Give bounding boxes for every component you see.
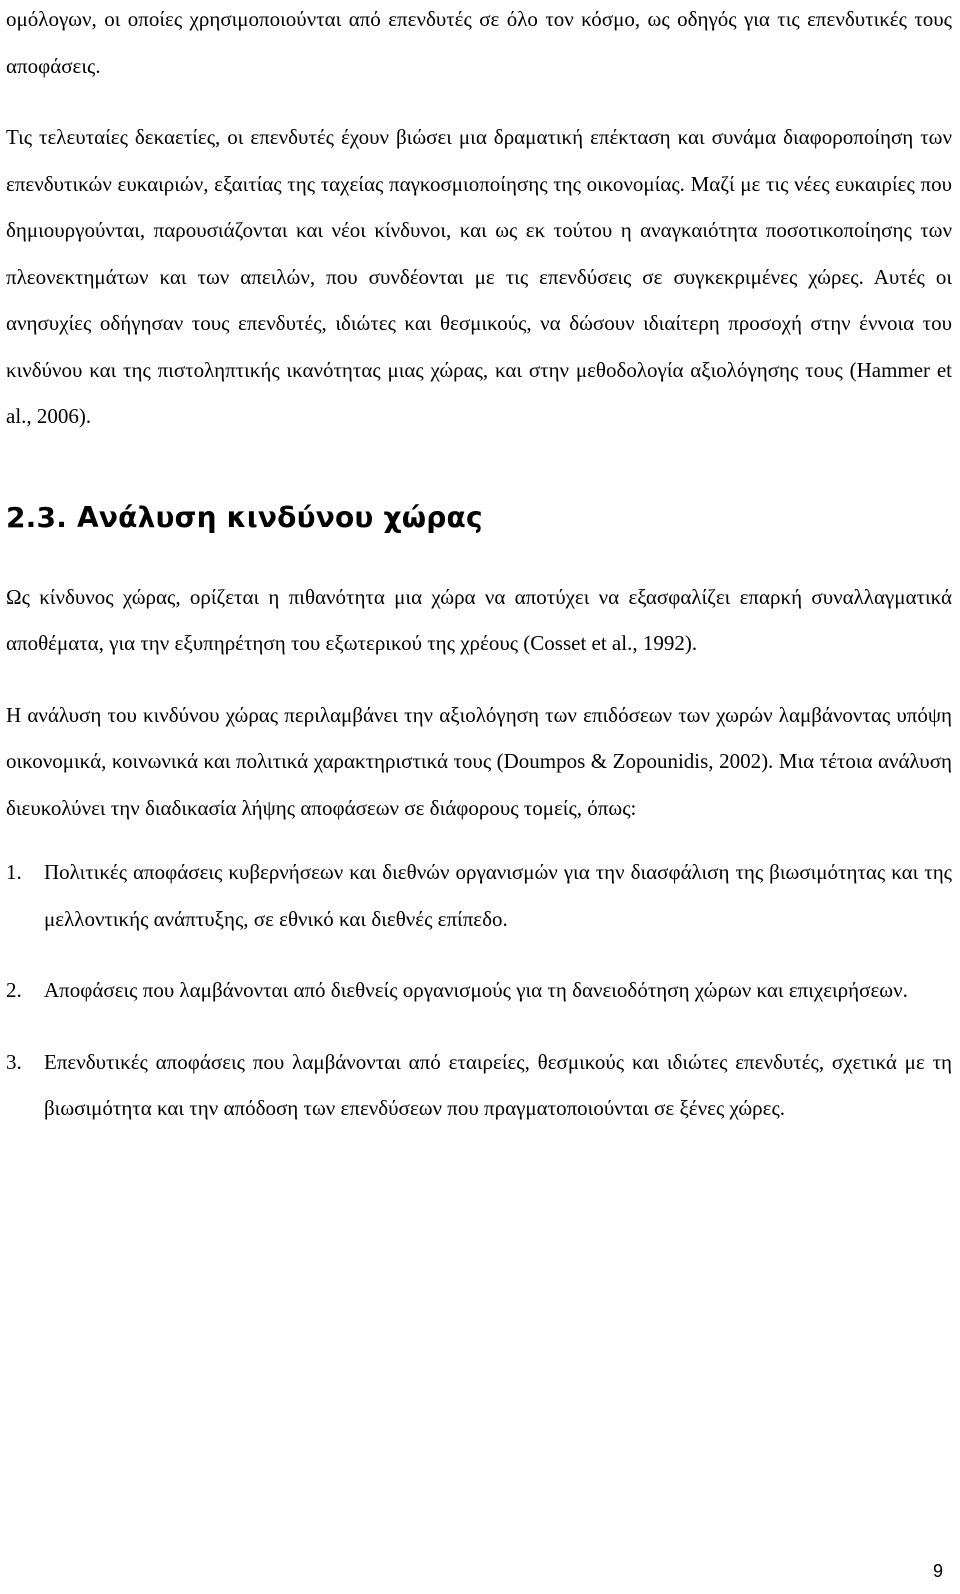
- paragraph-country-risk-definition: Ως κίνδυνος χώρας, ορίζεται η πιθανότητα μια χώρα να αποτύχει να εξασφαλίζει επαρκή συναλλαγματικά αποθέματα, για την εξυπηρέτηση του εξωτερικού της χρέους (Cosset et al., 1992).: [6, 584, 952, 655]
- list-item-number: 1.: [6, 860, 22, 884]
- list-item-number: 3.: [6, 1049, 22, 1074]
- decision-areas-list: [6, 849, 952, 1132]
- list-item: [6, 849, 952, 942]
- list-item-text: Επενδυτικές αποφάσεις που λαμβάνονται από εταιρείες, θεσμικούς και ιδιώτες επενδυτές, σχετικά με τη βιωσιμότητα και την απόδοση των επενδύσεων που πραγματοποιούνται σε ξένες χώρες.: [44, 1049, 952, 1120]
- document-page: [6, 0, 952, 1132]
- list-item-number: 2.: [6, 978, 22, 1002]
- section-heading: 2.3. Ανάλυση κινδύνου χώρας: [6, 500, 483, 534]
- list-item: [6, 967, 952, 1014]
- list-item-text: Αποφάσεις που λαμβάνονται από διεθνείς οργανισμούς για τη δανειοδότηση χώρων και επιχειρήσεων.: [44, 978, 908, 1002]
- paragraph-country-risk-analysis: Η ανάλυση του κινδύνου χώρας περιλαμβάνει την αξιολόγηση των επιδόσεων των χωρών λαμβάνοντας υπόψη οικονομικά, κοινωνικά και πολιτικά χαρακτηριστικά τους (Doumpos & Zopounidis, 2002). Μια τέτοια ανάλυση διευκολύνει την διαδικασία λήψης αποφάσεων σε διάφορους τομείς, όπως:: [6, 702, 952, 820]
- list-item: [6, 1039, 952, 1132]
- paragraph-continued: ομόλογων, οι οποίες χρησιμοποιούνται από επενδυτές σε όλο τον κόσμο, ως οδηγός για τις επενδυτικές τους αποφάσεις.: [6, 7, 952, 78]
- paragraph-investor-risks: Τις τελευταίες δεκαετίες, οι επενδυτές έχουν βιώσει μια δραματική επέκταση και συνάμα διαφοροποίηση των επενδυτικών ευκαιριών, εξαιτίας της ταχείας παγκοσμιοποίησης της οικονομίας. Μαζί με τις νέες ευκαιρίες που δημιουργούνται, παρουσιάζονται και νέοι κίνδυνοι, και ως εκ τούτου η αναγκαιότητα ποσοτικοποίησης των πλεονεκτημάτων και των απειλών, που συνδέονται με τις επενδύσεις σε συγκεκριμένες χώρες. Αυτές οι ανησυχίες οδήγησαν τους επενδυτές, ιδιώτες και θεσμικούς, να δώσουν ιδιαίτερη προσοχή στην έννοια του κινδύνου και της πιστοληπτικής ικανότητας μιας χώρας, και στην μεθοδολογία αξιολόγησης τους (Hammer et al., 2006).: [6, 125, 952, 428]
- list-item-text: Πολιτικές αποφάσεις κυβερνήσεων και διεθνών οργανισμών για την διασφάλιση της βιωσιμότητας και της μελλοντικής ανάπτυξης, σε εθνικό και διεθνές επίπεδο.: [44, 860, 952, 931]
- page-number: 9: [932, 1561, 943, 1581]
